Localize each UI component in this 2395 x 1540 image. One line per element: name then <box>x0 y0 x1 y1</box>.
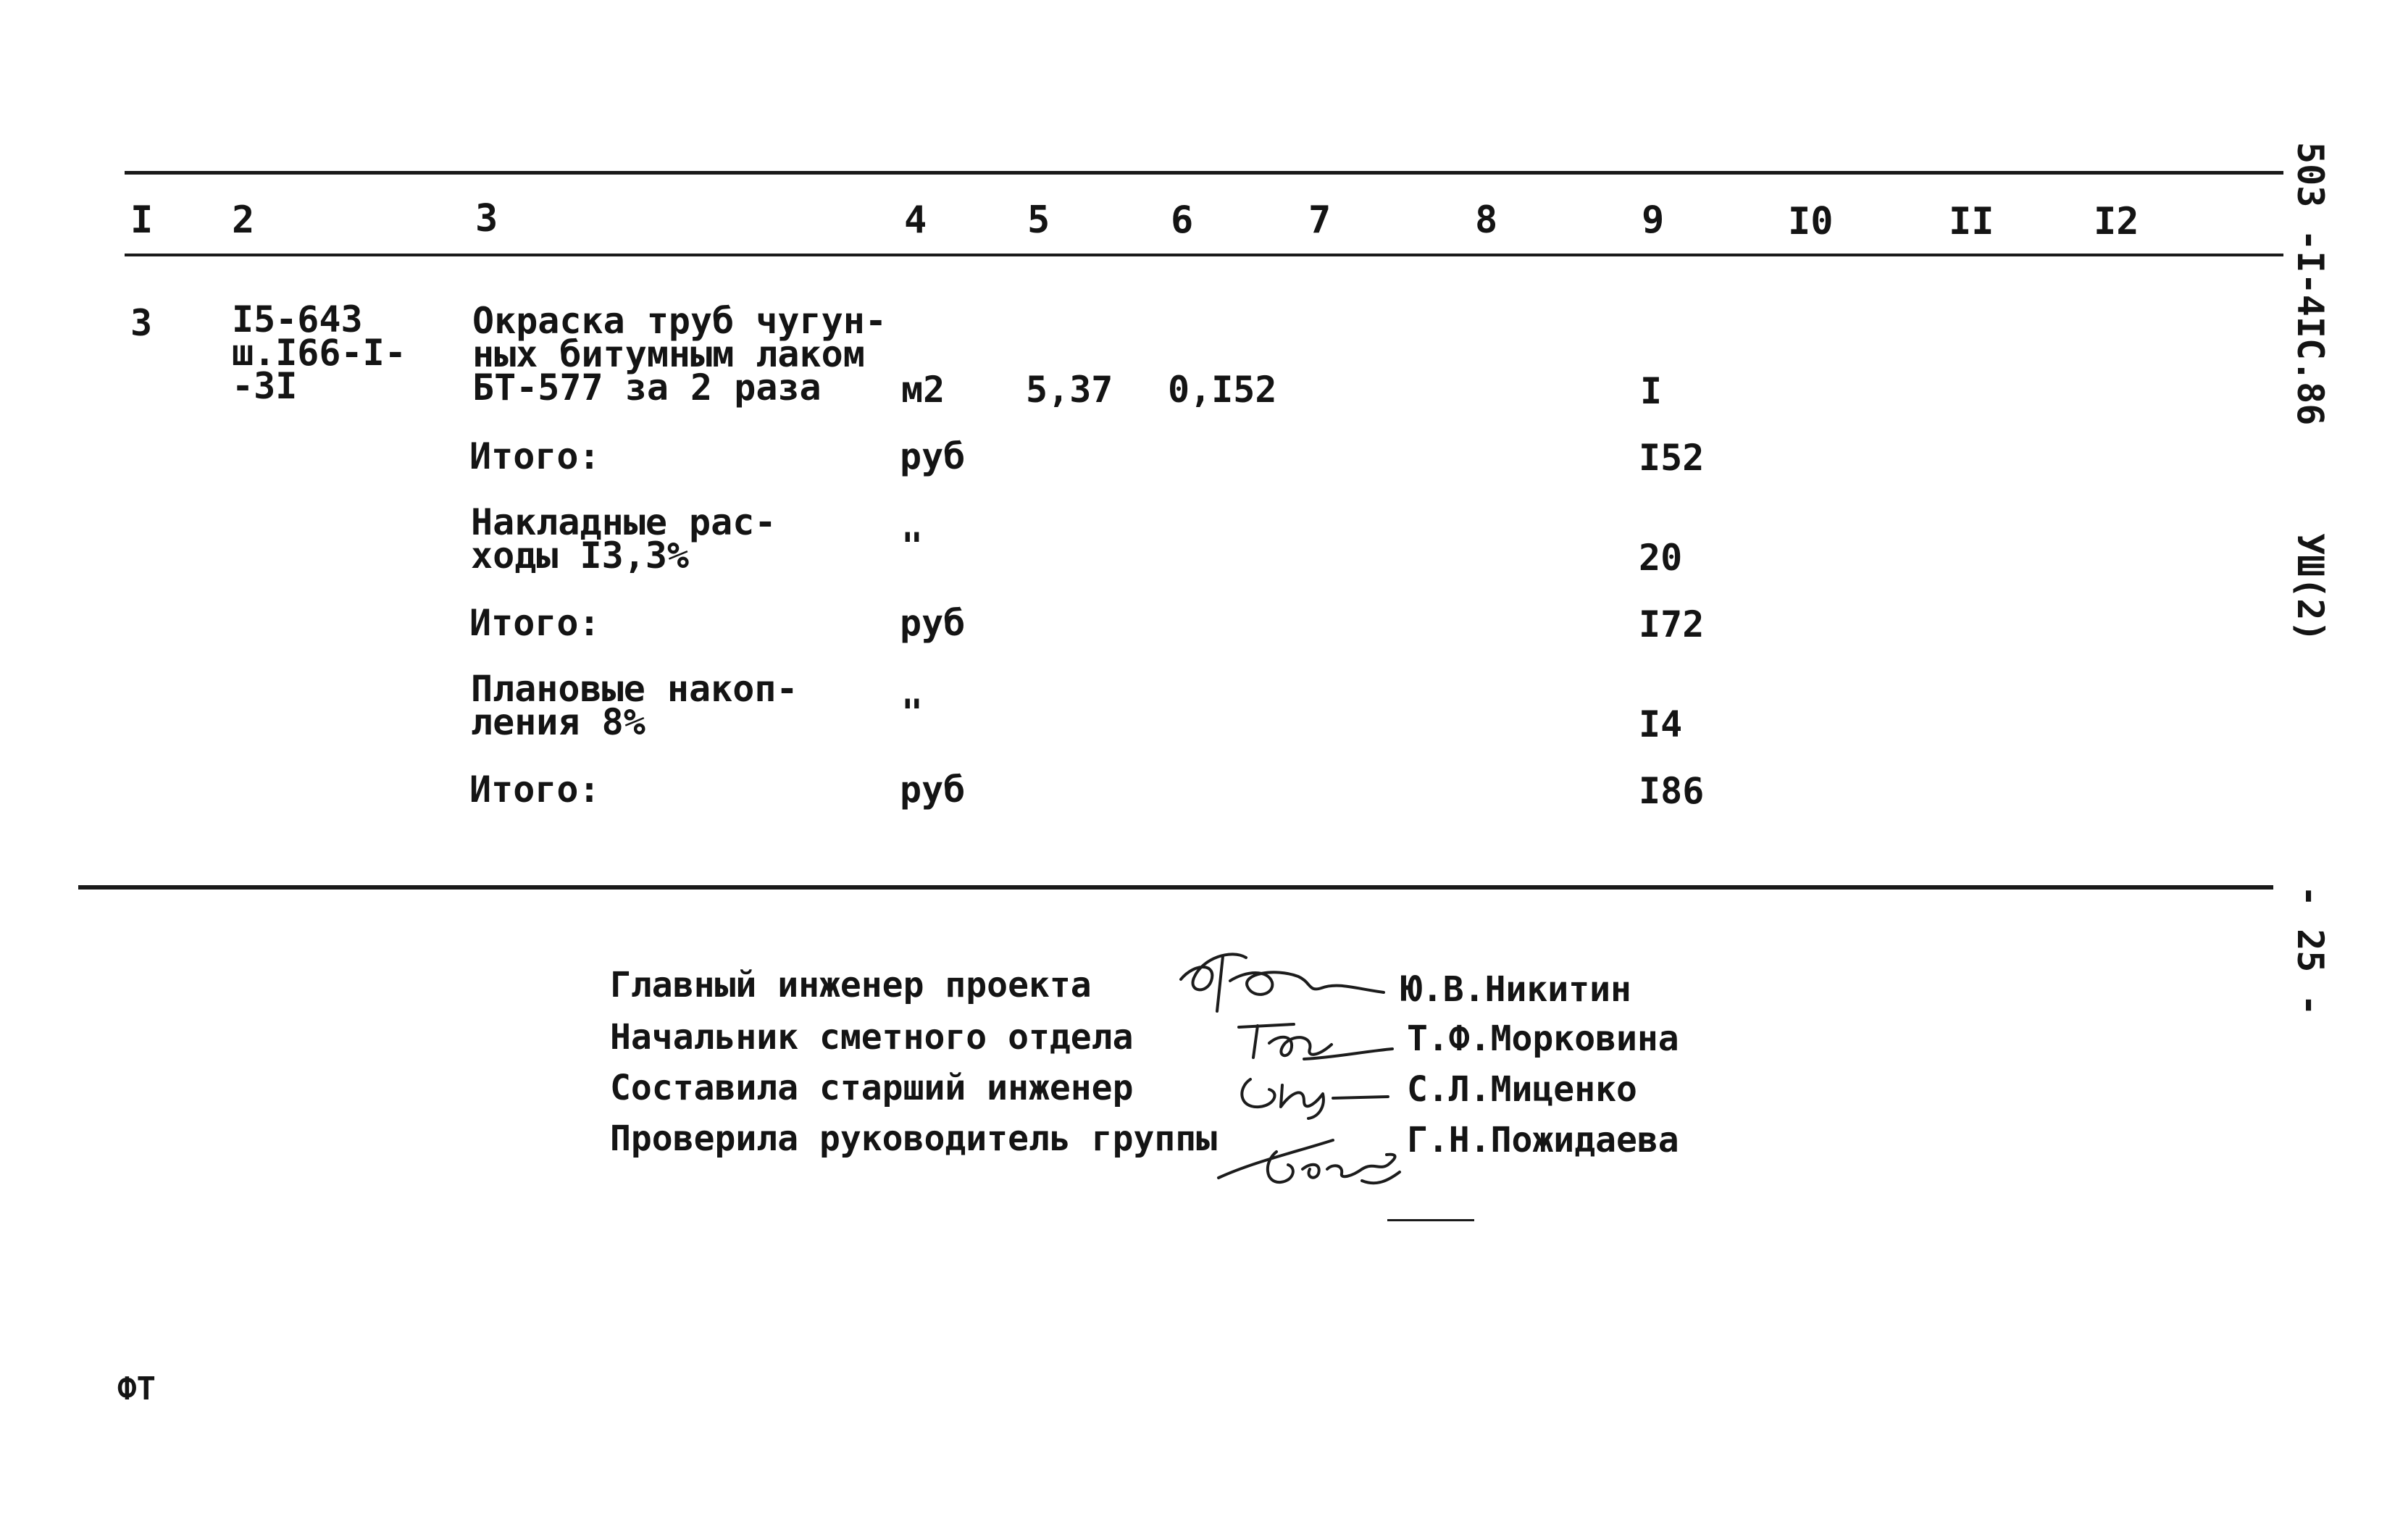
row-unit: м2 <box>901 369 945 411</box>
grand-total-value: I86 <box>1639 770 1705 812</box>
page-number: - 25 - <box>2289 885 2331 1016</box>
subtotal-value: I52 <box>1639 437 1705 479</box>
overhead-value: 20 <box>1639 537 1683 579</box>
column-header-7: 7 <box>1308 198 1332 242</box>
document-code: 503 -I-4IC.86 <box>2289 142 2331 426</box>
handwritten-signature-4 <box>1210 1111 1420 1198</box>
column-header-3: 3 <box>475 197 498 240</box>
row-code: I5-643 ш.I66-I- -3I <box>232 298 406 407</box>
column-header-9: 9 <box>1642 198 1665 242</box>
handwritten-signature-2 <box>1224 1011 1405 1069</box>
subtotal-label: Итого: <box>469 435 601 477</box>
handwritten-signature-1 <box>1166 942 1405 1021</box>
planned-accumulation-value: I4 <box>1639 703 1683 745</box>
signature-name: Ю.В.Никитин <box>1401 969 1631 1010</box>
column-header-6: 6 <box>1171 198 1194 242</box>
planned-accumulation-unit: " <box>901 692 924 734</box>
column-header-2: 2 <box>232 198 255 242</box>
column-header-10: I0 <box>1788 200 1834 243</box>
column-header-8: 8 <box>1475 198 1498 242</box>
column-header-5: 5 <box>1027 198 1050 242</box>
overhead-unit: " <box>901 525 924 567</box>
subtotal-unit: руб <box>900 602 966 644</box>
column-header-4: 4 <box>904 198 927 242</box>
header-bottom-rule <box>125 254 2283 256</box>
grand-total-unit: руб <box>900 769 966 811</box>
overhead-label: Накладные рас- ходы I3,3% <box>471 501 777 577</box>
row-quantity: 5,37 <box>1026 369 1113 411</box>
signature-underline <box>1387 1219 1474 1221</box>
footer-mark: ФТ <box>117 1370 156 1407</box>
column-header-1: I <box>130 198 154 242</box>
subtotal-unit: руб <box>900 435 966 477</box>
subtotal-value: I72 <box>1639 603 1705 645</box>
signature-role: Главный инженер проекта <box>610 965 1092 1005</box>
row-name: Окраска труб чугун- ных битумным лаком БТ-577 за 2 раза <box>472 300 887 409</box>
row-unit-price: 0,I52 <box>1168 369 1277 411</box>
row-total: I <box>1640 370 1663 412</box>
row-number: 3 <box>130 302 153 344</box>
column-header-11: II <box>1949 200 1994 243</box>
section-label: УШ(2) <box>2289 533 2331 643</box>
signature-name: Т.Ф.Морковина <box>1407 1018 1679 1059</box>
planned-accumulation-label: Плановые накоп- ления 8% <box>471 668 798 743</box>
signature-name: Г.Н.Пожидаева <box>1407 1120 1679 1160</box>
signature-role: Проверила руководитель группы <box>610 1118 1218 1159</box>
grand-total-label: Итого: <box>469 769 601 811</box>
signature-name: С.Л.Миценко <box>1407 1069 1637 1110</box>
table-bottom-rule <box>78 885 2273 890</box>
signature-role: Начальник сметного отдела <box>610 1017 1134 1058</box>
signature-role: Составила старший инженер <box>610 1068 1134 1108</box>
column-header-12: I2 <box>2094 200 2139 243</box>
subtotal-label: Итого: <box>469 602 601 644</box>
table-top-rule <box>125 171 2283 175</box>
